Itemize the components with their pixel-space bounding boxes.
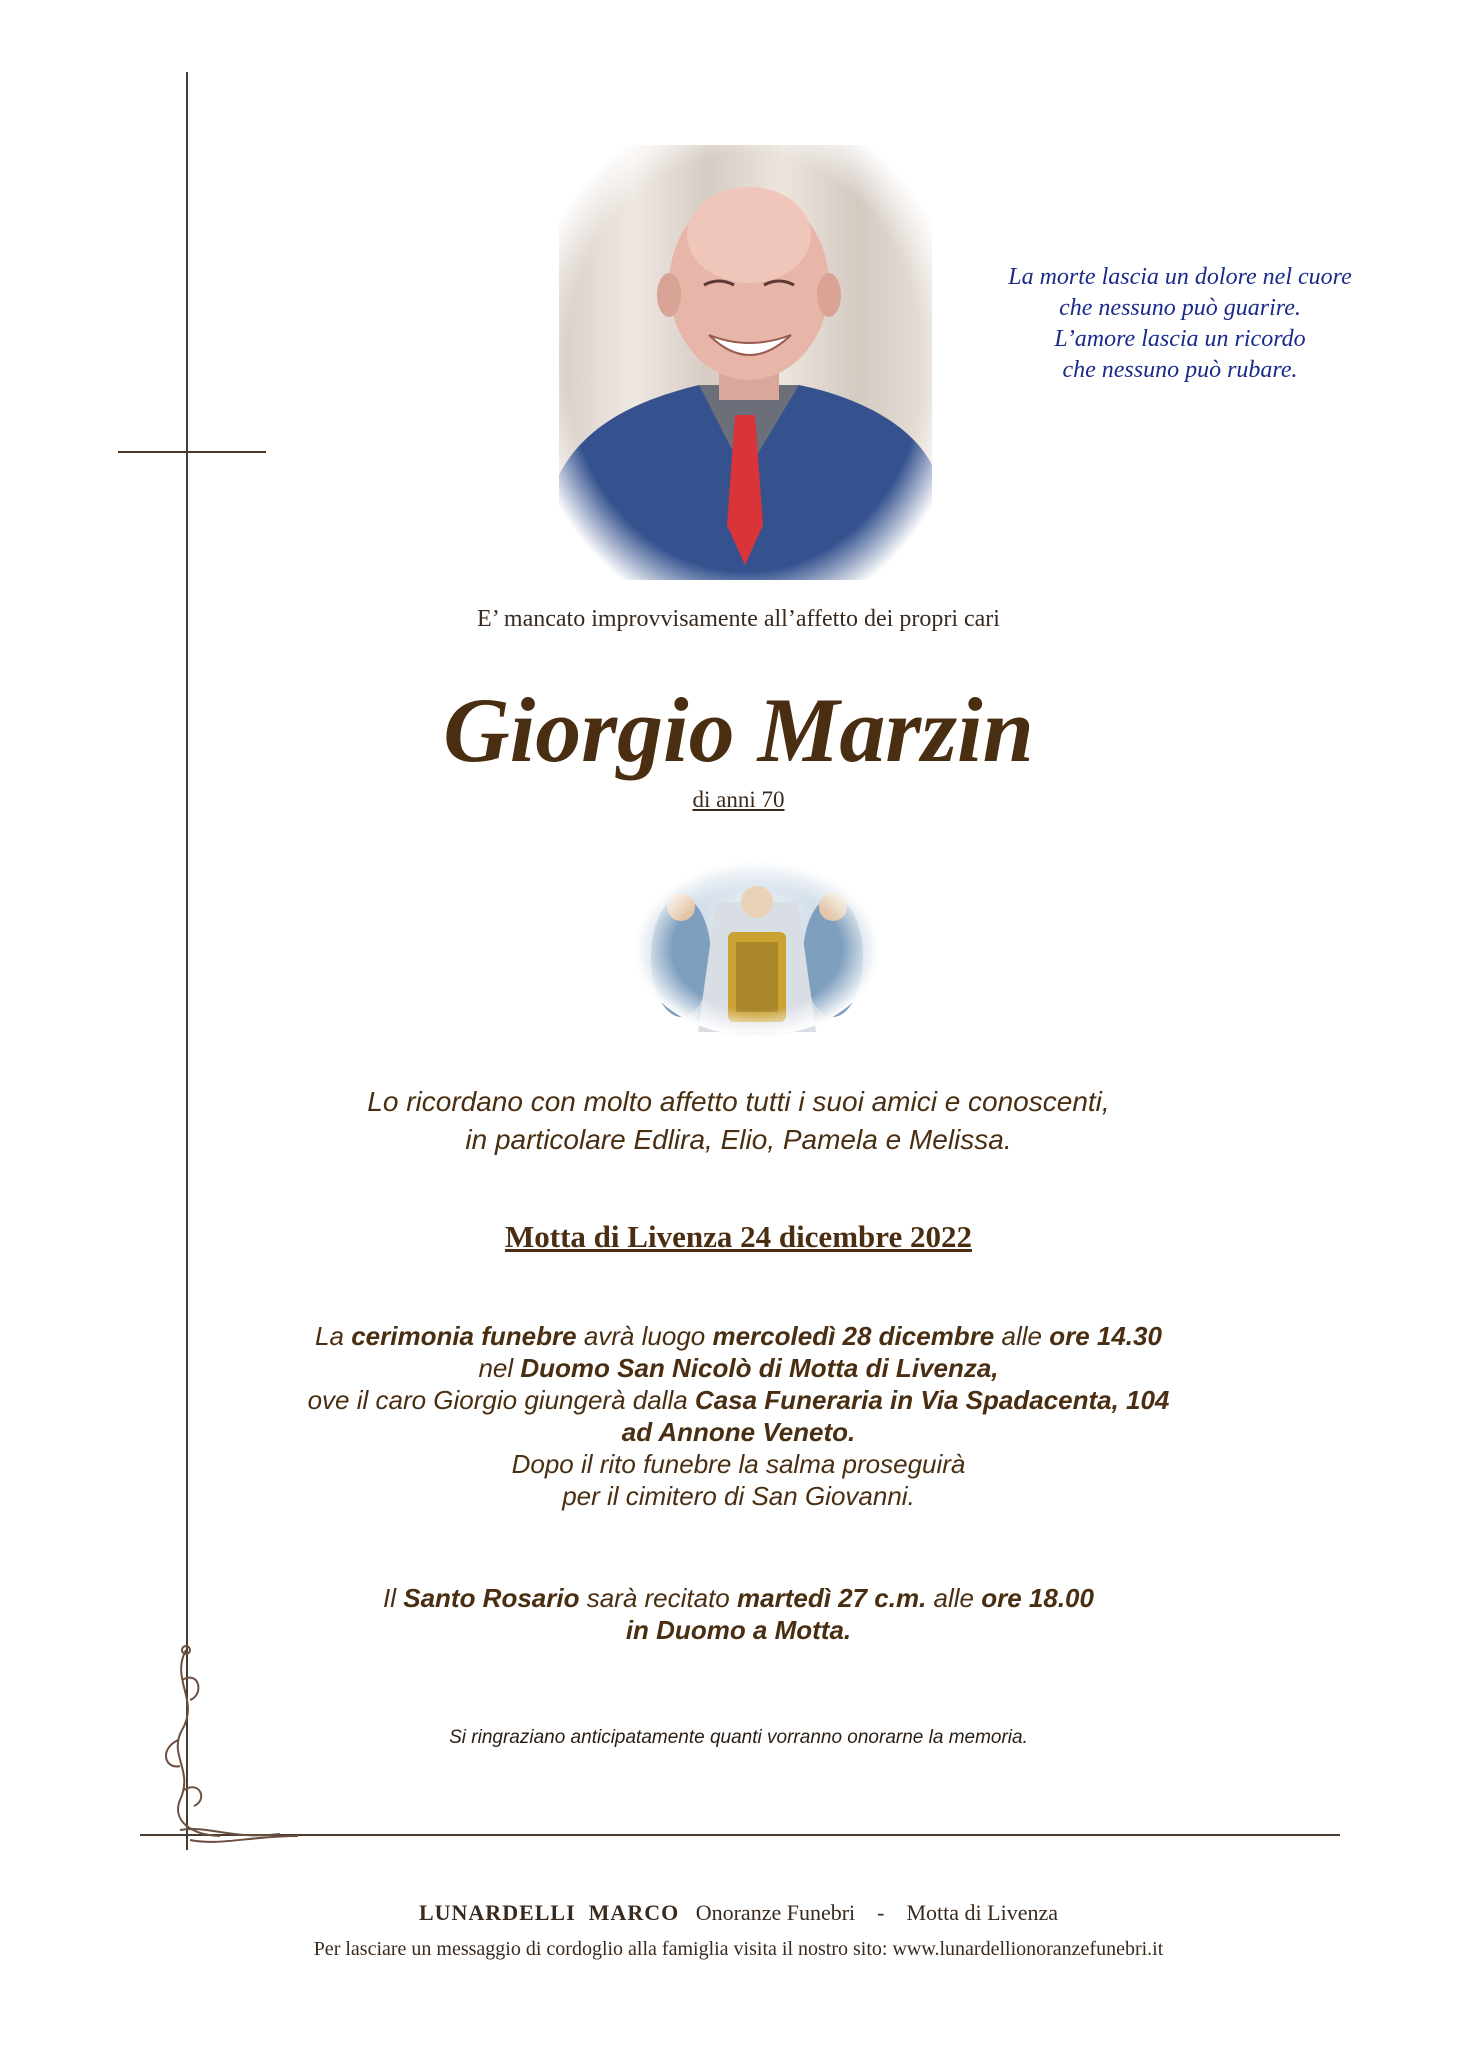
deceased-age [0,787,1477,813]
age-text: di anni 70 [692,787,785,812]
text: ore 18.00 [981,1583,1094,1613]
firm-town: Motta di Livenza [906,1900,1059,1925]
text: alle [994,1321,1050,1351]
text: in Duomo a Motta. [625,1615,852,1645]
footer-firm-line [0,1900,1477,1926]
memorial-poem [960,262,1400,386]
cross-horizontal-line [118,451,266,453]
ceremony-line [0,1384,1477,1416]
thanks-text: Si ringraziano anticipatamente quanti vorranno onorarne la memoria. [449,1727,1028,1748]
firm-service: Onoranze Funebri [695,1900,856,1925]
place-and-date [0,1219,1477,1255]
ceremony-line [0,1416,1477,1448]
firm-name: LUNARDELLI MARCO [418,1900,680,1925]
place-date-text: Motta di Livenza 24 dicembre 2022 [505,1219,972,1254]
deceased-name: Giorgio Marzin [443,679,1034,781]
ceremony-line [0,1352,1477,1384]
ceremony-line: per il cimitero di San Giovanni. [562,1481,915,1511]
text: ad Annone Veneto. [621,1417,856,1447]
text: alle [926,1583,982,1613]
poem-line: che nessuno può guarire. [1059,295,1301,321]
footer-separator: - [877,1900,885,1925]
remembrance-line: Lo ricordano con molto affetto tutti i suoi amici e conoscenti, [367,1086,1110,1117]
footer-message: Per lasciare un messaggio di cordoglio alla famiglia visita il nostro sito: www.lunardellionoranzefunebri.it [313,1938,1164,1960]
text: cerimonia funebre [351,1321,577,1351]
bottom-divider [140,1834,1340,1836]
text: Santo Rosario [403,1583,580,1613]
text: ove il caro Giorgio giungerà dalla [307,1385,695,1415]
ceremony-line [0,1320,1477,1352]
rosary-line [0,1582,1477,1614]
holy-image [636,862,878,1036]
text: ore 14.30 [1049,1321,1162,1351]
ceremony-details [0,1320,1477,1512]
text: Casa Funeraria in Via Spadacenta, 104 [694,1385,1170,1415]
text: Duomo San Nicolò di Motta di Livenza, [520,1353,999,1383]
poem-line: La morte lascia un dolore nel cuore [1008,264,1352,290]
portrait-photo [559,145,932,580]
text: mercoledì 28 dicembre [712,1321,995,1351]
poem-line: che nessuno può rubare. [1062,357,1298,383]
remembrance-text [0,1083,1477,1159]
poem-line: L’amore lascia un ricordo [1054,326,1306,352]
ceremony-line: Dopo il rito funebre la salma proseguirà [511,1449,966,1479]
rosary-line [0,1614,1477,1646]
text: Il [383,1583,404,1613]
remembrance-line: in particolare Edlira, Elio, Pamela e Melissa. [465,1124,1012,1155]
text: martedì 27 c.m. [737,1583,927,1613]
text: nel [478,1353,521,1383]
text: La [315,1321,352,1351]
text: avrà luogo [576,1321,713,1351]
intro-text: E’ mancato improvvisamente all’affetto dei propri cari [477,606,1000,632]
rosary-details [0,1582,1477,1646]
text: sarà recitato [579,1583,737,1613]
